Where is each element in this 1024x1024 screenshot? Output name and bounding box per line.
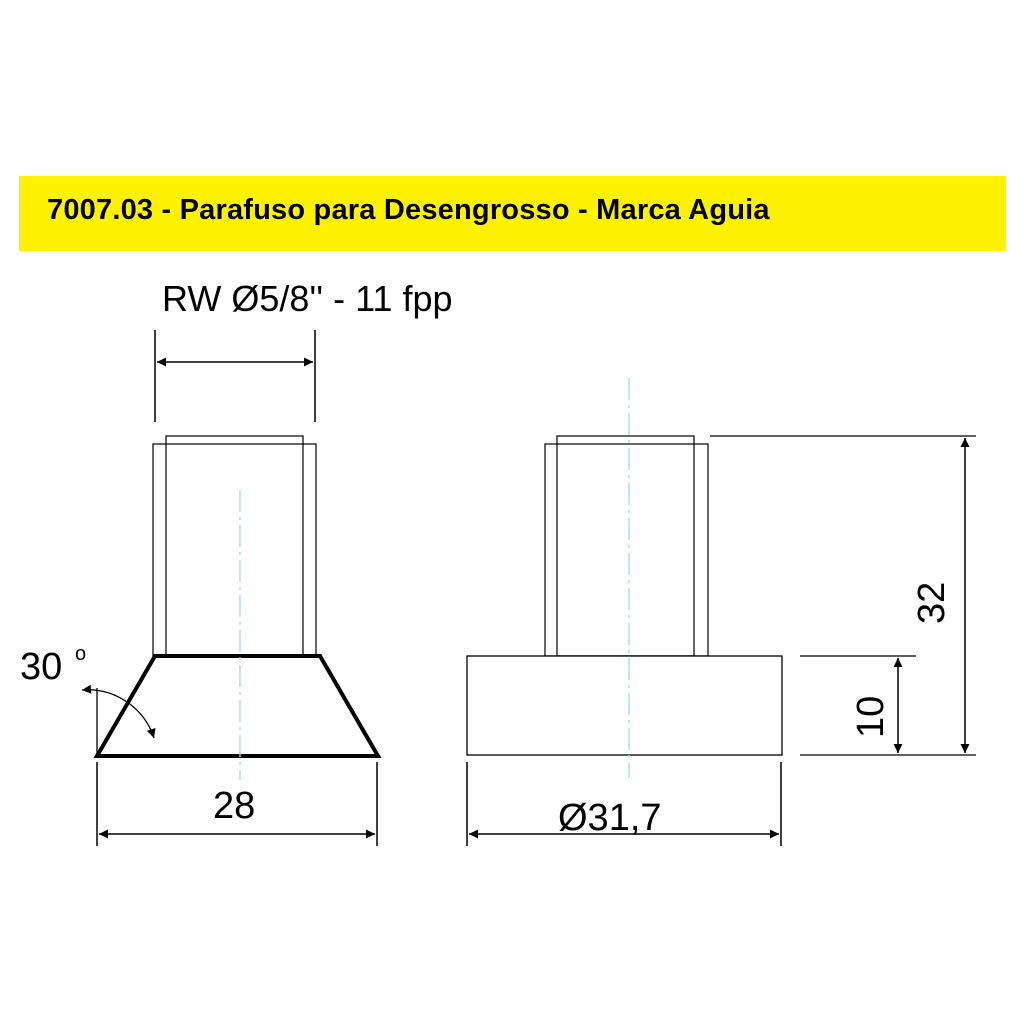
right-view — [467, 378, 976, 846]
right-shaft-outer — [545, 444, 708, 656]
left-view — [20, 278, 453, 846]
angle-value-label: 30 — [20, 646, 63, 688]
left-shaft-outer — [153, 444, 316, 656]
left-shaft-inner — [166, 436, 303, 656]
right-base-block — [467, 656, 782, 755]
base-height-label: 10 — [850, 695, 892, 738]
diameter-label: Ø31,7 — [558, 797, 662, 839]
thread-spec-label: RW Ø5/8'' - 11 fpp — [162, 278, 453, 319]
angle-unit-label: o — [75, 643, 87, 665]
total-height-label: 32 — [911, 581, 953, 624]
left-tapered-base — [97, 656, 378, 756]
base-width-label: 28 — [213, 785, 256, 827]
right-shaft-inner — [557, 436, 694, 656]
drawing-title: 7007.03 - Parafuso para Desengrosso - Marca Aguia — [47, 194, 770, 226]
